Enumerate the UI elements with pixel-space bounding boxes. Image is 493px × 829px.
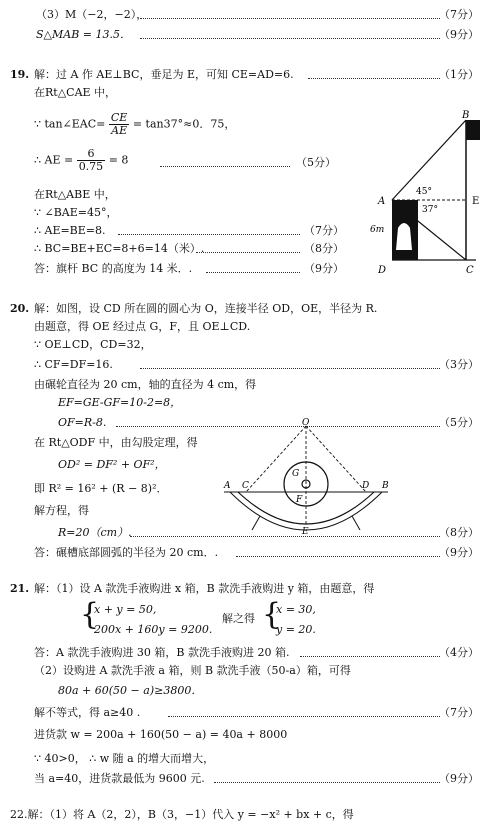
angle-37: 37° [422,205,438,215]
leg-left [252,516,260,530]
brace-right: { [262,597,282,632]
q20-figure [222,416,390,534]
score: （9分） [439,28,479,41]
system-eq-1: x + y = 50, [94,603,157,616]
label-b: B [462,110,470,121]
formula-text: = 8 [108,153,129,167]
radius-od [306,426,366,492]
q19-line: ∴ AE=BE=8. [34,224,106,237]
leader-dots [168,716,440,717]
q19-line: 解：过 A 作 AE⊥BC，垂足为 E，可知 CE=AD=6. [34,68,294,81]
numerator: 6 [77,148,106,161]
q19-line: ∵ ∠BAE=45°， [34,206,118,219]
q20-line: ∵ OE⊥CD，CD=32， [34,338,152,351]
score: （8分） [439,526,479,539]
formula-text: ∵ tan∠EAC= [34,117,106,131]
score: （8分） [304,242,344,255]
label-c: C [242,481,249,491]
radius-oc [246,426,306,492]
q21-line: ∵ 40>0， ∴ w 随 a 的增大而增大， [34,752,215,765]
score: （9分） [439,772,479,785]
q20-line: 解方程，得 [34,504,89,517]
denominator: AE [111,124,128,137]
q21-line: 当 a=40，进货款最低为 9600 元. [34,772,205,785]
angle-45: 45° [416,187,432,197]
leader-dots [160,166,290,167]
score: （5分） [439,416,479,429]
score: （9分） [439,546,479,559]
brace-left: { [80,597,100,632]
q21-line: 答：A 款洗手液购进 30 箱，B 款洗手液购进 20 箱. [34,646,290,659]
q20-line: 解：如图，设 CD 所在圆的圆心为 O，连接半径 OD，OE，半径为 R. [34,302,378,315]
label-e: E [302,527,309,534]
q21-number: 21. [10,582,30,595]
q20-line: OD² = DF² + OF²， [58,458,166,471]
q19-number: 19. [10,68,30,81]
q20-line: 由题意，得 OE 经过点 G，F，且 OE⊥CD. [34,320,251,333]
leader-dots [140,18,440,19]
label-b: B [382,481,389,491]
q20-line: 由碾轮直径为 20 cm，轴的直径为 4 cm，得 [34,378,257,391]
q21-line: 进货款 w = 200a + 160(50 − a) = 40a + 8000 [34,728,288,741]
score: （5分） [296,156,336,169]
q19-tan-eq [34,112,235,137]
label-a: A [378,196,386,207]
label-d: D [378,265,387,276]
label-c: C [466,265,474,276]
q20-line: OF=R-8. [58,416,107,429]
q19-line: 在Rt△ABE 中， [34,188,116,201]
q19-line: 答：旗杆 BC 的高度为 14 米．. [34,262,193,275]
q20-line: 即 R² = 16² + (R − 8)²． [34,482,168,495]
fraction [109,112,129,137]
leader-dots [214,782,440,783]
label-a: A [224,481,231,491]
q18-area: S△MAB = 13.5． [36,28,131,41]
score: （7分） [439,706,479,719]
solution-y: y = 20. [276,623,316,636]
score: （7分） [304,224,344,237]
q21-line: 80a + 60(50 − a)≥3800． [58,684,203,697]
score: （3分） [439,358,479,371]
q20-line: ∴ CF=DF=16. [34,358,113,371]
leader-dots [140,368,440,369]
leader-dots [140,38,440,39]
formula-text: ∴ AE = [34,153,74,167]
leader-dots [236,556,440,557]
fraction [77,148,106,173]
label-o: O [302,418,310,428]
q19-ae-eq [34,148,128,173]
q22-line: 22.解：（1）将 A（2，2），B（3，−1）代入 y = −x² + bx + c，得 [10,808,354,821]
q18-point-m: （3）M（−2，−2）， [36,8,148,21]
label-g: G [292,469,300,479]
label-6m: 6m [370,225,385,235]
q19-line: ∴ BC=BE+EC=8+6=14（米）. [34,242,205,255]
score: （9分） [304,262,344,275]
q20-line: R=20（cm）. [58,526,132,539]
q20-line: EF=GE-GF=10-2=8， [58,396,182,409]
leg-right [352,516,360,530]
q20-number: 20. [10,302,30,315]
q19-figure [366,108,486,278]
leader-dots [118,234,300,235]
system-eq-2: 200x + 160y = 9200. [94,623,213,636]
solve-label: 解之得 [222,612,255,625]
q19-line: 在Rt△CAE 中， [34,86,117,99]
leader-dots [206,272,300,273]
leader-dots [300,656,440,657]
score: （7分） [439,8,479,21]
leader-dots [196,252,300,253]
denominator: 0.75 [78,160,104,173]
leader-dots [130,536,440,537]
q21-line: 解：（1）设 A 款洗手液购进 x 箱，B 款洗手液购进 y 箱，由题意，得 [34,582,375,595]
leader-dots [308,78,440,79]
label-e: E [472,196,480,207]
score: （1分） [439,68,479,81]
q21-line: 解不等式，得 a≥40 . [34,706,141,719]
q20-line: 答：碾槽底部圆弧的半径为 20 cm．. [34,546,219,559]
numerator: CE [110,111,128,124]
solution-x: x = 30, [276,603,316,616]
formula-text: = tan37°≈0．75， [132,117,236,131]
label-d: D [362,481,370,491]
q20-line: 在 Rt△ODF 中，由勾股定理，得 [34,436,198,449]
score: （4分） [439,646,479,659]
label-f: F [296,495,303,505]
q21-line: （2）设购进 A 款洗手液 a 箱，则 B 款洗手液（50-a）箱，可得 [34,664,351,677]
flag [466,120,480,140]
